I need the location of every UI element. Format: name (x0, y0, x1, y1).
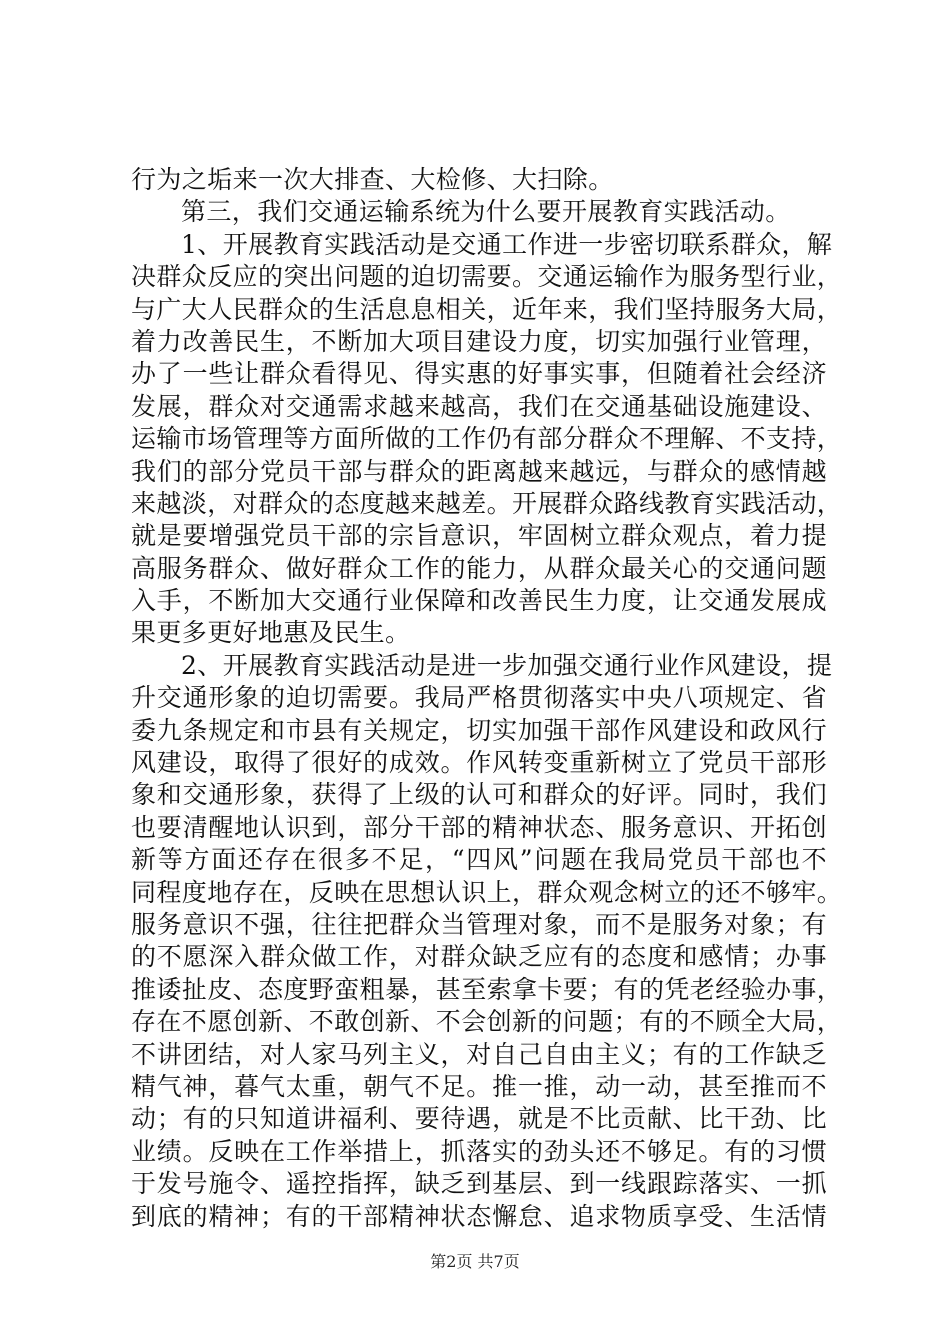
text-line: 高服务群众、做好群众工作的能力，从群众最关心的交通问题 (131, 553, 827, 583)
text-line: 1、开展教育实践活动是交通工作进一步密切联系群众，解 (181, 229, 833, 259)
text-line: 同程度地存在，反映在思想认识上，群众观念树立的还不够牢。 (131, 877, 843, 907)
text-line: 到底的精神；有的干部精神状态懈怠、追求物质享受、生活情 (131, 1201, 827, 1231)
text-line: 2、开展教育实践活动是进一步加强交通行业作风建设，提 (181, 650, 833, 680)
text-line: 与广大人民群众的生活息息相关，近年来，我们坚持服务大局， (131, 294, 843, 324)
text-line: 存在不愿创新、不敢创新、不会创新的问题；有的不顾全大局， (131, 1007, 843, 1037)
text-line: 就是要增强党员干部的宗旨意识，牢固树立群众观点，着力提 (131, 521, 827, 551)
text-line: 第三，我们交通运输系统为什么要开展教育实践活动。 (181, 197, 791, 227)
text-line: 果更多更好地惠及民生。 (131, 618, 411, 648)
text-line: 也要清醒地认识到，部分干部的精神状态、服务意识、开拓创 (131, 812, 827, 842)
page-footer (0, 1249, 950, 1272)
text-line: 我们的部分党员干部与群众的距离越来越远，与群众的感情越 (131, 456, 827, 486)
text-line: 委九条规定和市县有关规定，切实加强干部作风建设和政风行 (131, 715, 827, 745)
text-line: 推诿扯皮、态度野蛮粗暴，甚至索拿卡要；有的凭老经验办事， (131, 974, 843, 1004)
text-line: 运输市场管理等方面所做的工作仍有部分群众不理解、不支持， (131, 424, 843, 454)
text-line: 服务意识不强，往往把群众当管理对象，而不是服务对象；有 (131, 909, 827, 939)
document-body (131, 164, 843, 1233)
text-line: 业绩。反映在工作举措上，抓落实的劲头还不够足。有的习惯 (131, 1136, 827, 1166)
text-line: 于发号施令、遥控指挥，缺乏到基层、到一线跟踪落实、一抓 (131, 1169, 827, 1199)
text-line: 办了一些让群众看得见、得实惠的好事实事，但随着社会经济 (131, 359, 827, 389)
text-line: 的不愿深入群众做工作，对群众缺乏应有的态度和感情；办事 (131, 942, 827, 972)
text-line: 象和交通形象，获得了上级的认可和群众的好评。同时，我们 (131, 780, 827, 810)
text-line: 发展，群众对交通需求越来越高，我们在交通基础设施建设、 (131, 391, 827, 421)
text-line: 升交通形象的迫切需要。我局严格贯彻落实中央八项规定、省 (131, 683, 827, 713)
text-line: 不讲团结，对人家马列主义，对自己自由主义；有的工作缺乏 (131, 1039, 827, 1069)
text-line: 新等方面还存在很多不足，“四风”问题在我局党员干部也不 (131, 845, 827, 875)
text-line: 动；有的只知道讲福利、要待遇，就是不比贡献、比干劲、比 (131, 1104, 827, 1134)
text-line: 风建设，取得了很好的成效。作风转变重新树立了党员干部形 (131, 748, 827, 778)
text-line: 精气神，暮气太重，朝气不足。推一推，动一动，甚至推而不 (131, 1071, 827, 1101)
page-number: 第2页 共7页 (430, 1252, 520, 1271)
text-line: 入手，不断加大交通行业保障和改善民生力度，让交通发展成 (131, 586, 827, 616)
text-line: 决群众反应的突出问题的迫切需要。交通运输作为服务型行业， (131, 262, 843, 292)
text-line: 着力改善民生，不断加大项目建设力度，切实加强行业管理， (131, 326, 827, 356)
text-line: 来越淡，对群众的态度越来越差。开展群众路线教育实践活动， (131, 488, 843, 518)
text-line: 行为之垢来一次大排查、大检修、大扫除。 (131, 165, 614, 194)
